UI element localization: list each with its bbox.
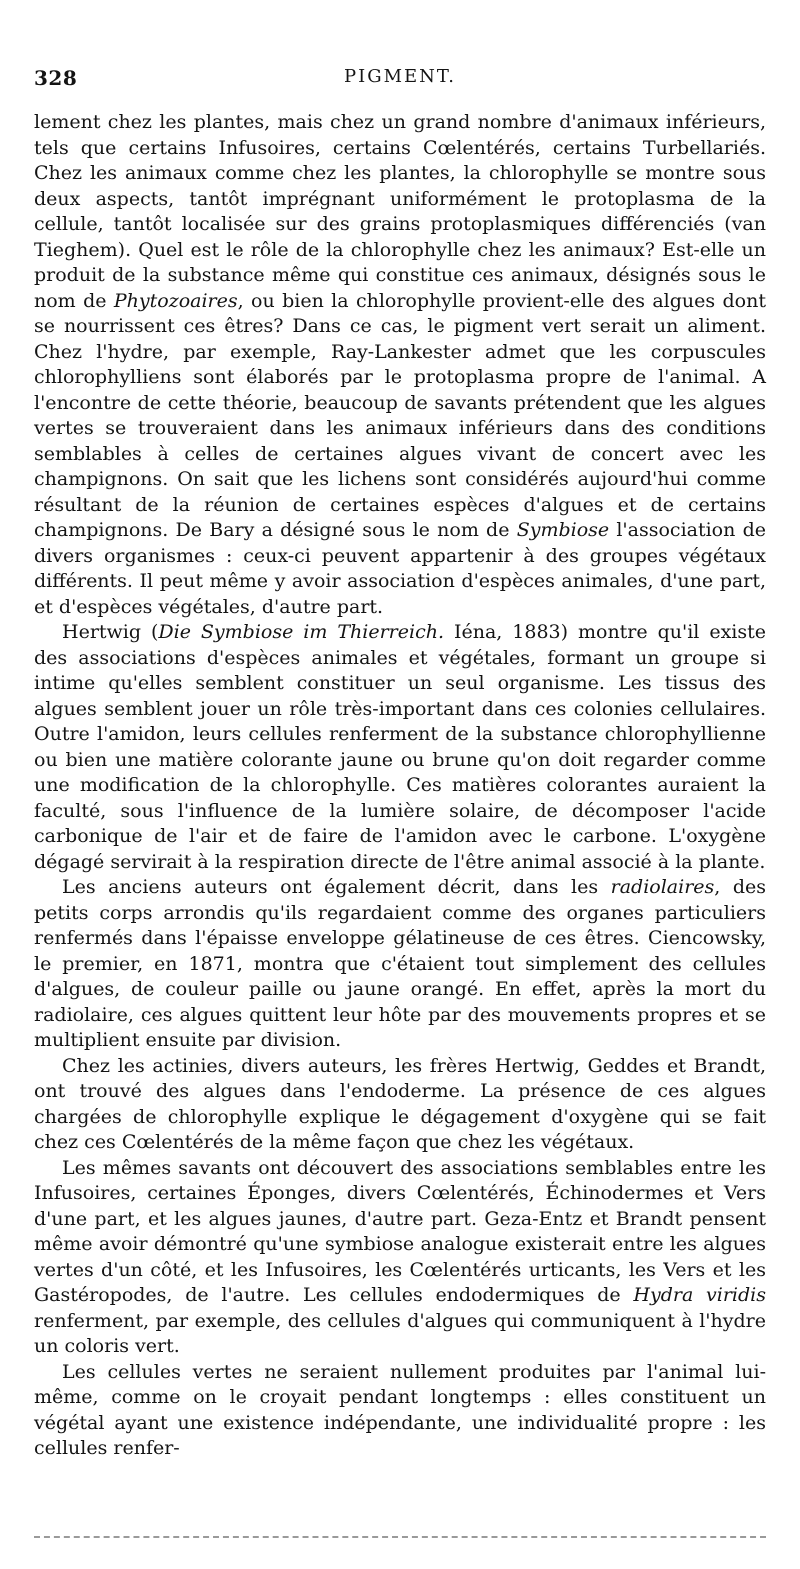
paragraph: [34, 110, 766, 620]
text-run: Chez les actinies, divers auteurs, les frères Hertwig, Geddes et Brandt, ont trouvé des algues dans l'endoderme. La présence de ces algues chargées de chlorophylle explique le dégagement d'oxygène qui se fait chez ces Cœlentérés de la même façon que chez les végétaux.: [34, 1054, 766, 1153]
paragraph: [34, 1156, 766, 1360]
text-run: renferment, par exemple, des cellules d'algues qui communiquent à l'hydre un coloris vert.: [34, 1309, 766, 1357]
text-run: , des petits corps arrondis qu'ils regardaient comme des organes particuliers renfermés dans l'épaisse enveloppe gélatineuse de ces êtres. Ciencowsky, le premier, en 1871, montra que c'étaient tout simplement des cellules d'algues, de couleur paille ou jaune orangé. En effet, après la mort du radiolaire, ces algues quittent leur hôte par des mouvements propres et se multiplient ensuite par division.: [34, 876, 766, 1051]
paragraph: [34, 875, 766, 1054]
text-run: , ou bien la chlorophylle provient-elle des algues dont se nourrissent ces êtres? Dans ce cas, le pigment vert serait un aliment. Chez l'hydre, par exemple, Ray-Lankester admet que les corpuscules chlorophylliens sont élaborés par le protoplasma propre de l'animal. A l'encontre de cette théorie, beaucoup de savants prétendent que les algues vertes se trouveraient dans les animaux inférieurs dans des conditions semblables à celles de certaines algues vivant de concert avec les champignons. On sait que les lichens sont considérés aujourd'hui comme résultant de la réunion de certaines espèces d'algues et de certains champignons. De Bary a désigné sous le nom de: [34, 289, 766, 541]
running-title: PIGMENT.: [343, 66, 456, 87]
page-header: [34, 66, 766, 96]
text-run: Hertwig (: [62, 621, 159, 643]
italic-term: Phytozoaires: [113, 289, 238, 312]
footer-rule: [34, 1536, 766, 1538]
italic-title: Die Symbiose im Thierreich.: [158, 621, 444, 643]
text-run: lement chez les plantes, mais chez un grand nombre d'animaux inférieurs, tels que certains Infusoires, certains Cœlentérés, certains Turbellariés. Chez les animaux comme chez les plantes, la chlorophylle se montre sous deux aspects, tantôt imprégnant uniformément le protoplasma de la cellule, tantôt localisée sur des grains protoplasmiques différenciés (van Tieghem). Quel est le rôle de la chlorophylle chez les animaux? Est-elle un produit de la substance même qui constitue ces animaux, désignés sous le nom de: [34, 111, 766, 312]
text-run: Les mêmes savants ont découvert des associations semblables entre les Infusoires, certaines Éponges, divers Cœlentérés, Échinodermes et Vers d'une part, et les algues jaunes, d'autre part. Geza-Entz et Brandt pensent même avoir démontré qu'une symbiose analogue existerait entre les algues vertes d'un côté, et les Infusoires, les Cœlentérés urticants, les Vers et les Gastéropodes, de l'autre. Les cellules endodermiques de: [34, 1156, 766, 1306]
paragraph: [34, 620, 766, 875]
italic-term: Hydra viridis: [633, 1284, 766, 1306]
text-run: Les cellules vertes ne seraient nullement produites par l'animal lui-même, comme on le croyait pendant longtemps : elles constituent un végétal ayant une existence indépendante, une individualité propre : les cellules renfer-: [34, 1360, 766, 1459]
text-run: Iéna, 1883) montre qu'il existe des associations d'espèces animales et végétales, formant un groupe si intime qu'elles semblent constituer un seul organisme. Les tissus des algues semblent jouer un rôle très-important dans ces colonies cellulaires. Outre l'amidon, leurs cellules renferment de la substance chlorophyllienne ou bien une matière colorante jaune ou brune qu'on doit regarder comme une modification de la chlorophylle. Ces matières colorantes auraient la faculté, sous l'influence de la lumière solaire, de décomposer l'acide carbonique de l'air et de faire de l'amidon avec le carbone. L'oxygène dégagé servirait à la respiration directe de l'être animal associé à la plante.: [34, 621, 766, 873]
text-run: l'association de divers organismes : ceux-ci peuvent appartenir à des groupes végétaux différents. Il peut même y avoir association d'espèces animales, d'une part, et d'espèces végétales, d'autre part.: [34, 519, 766, 618]
italic-term: radiolaires: [610, 876, 715, 898]
body-text: [34, 110, 766, 1462]
page-number: 328: [34, 66, 78, 90]
text-run: Les anciens auteurs ont également décrit, dans les: [62, 876, 611, 898]
paragraph: [34, 1360, 766, 1462]
italic-term: Symbiose: [516, 519, 610, 541]
paragraph: [34, 1054, 766, 1156]
